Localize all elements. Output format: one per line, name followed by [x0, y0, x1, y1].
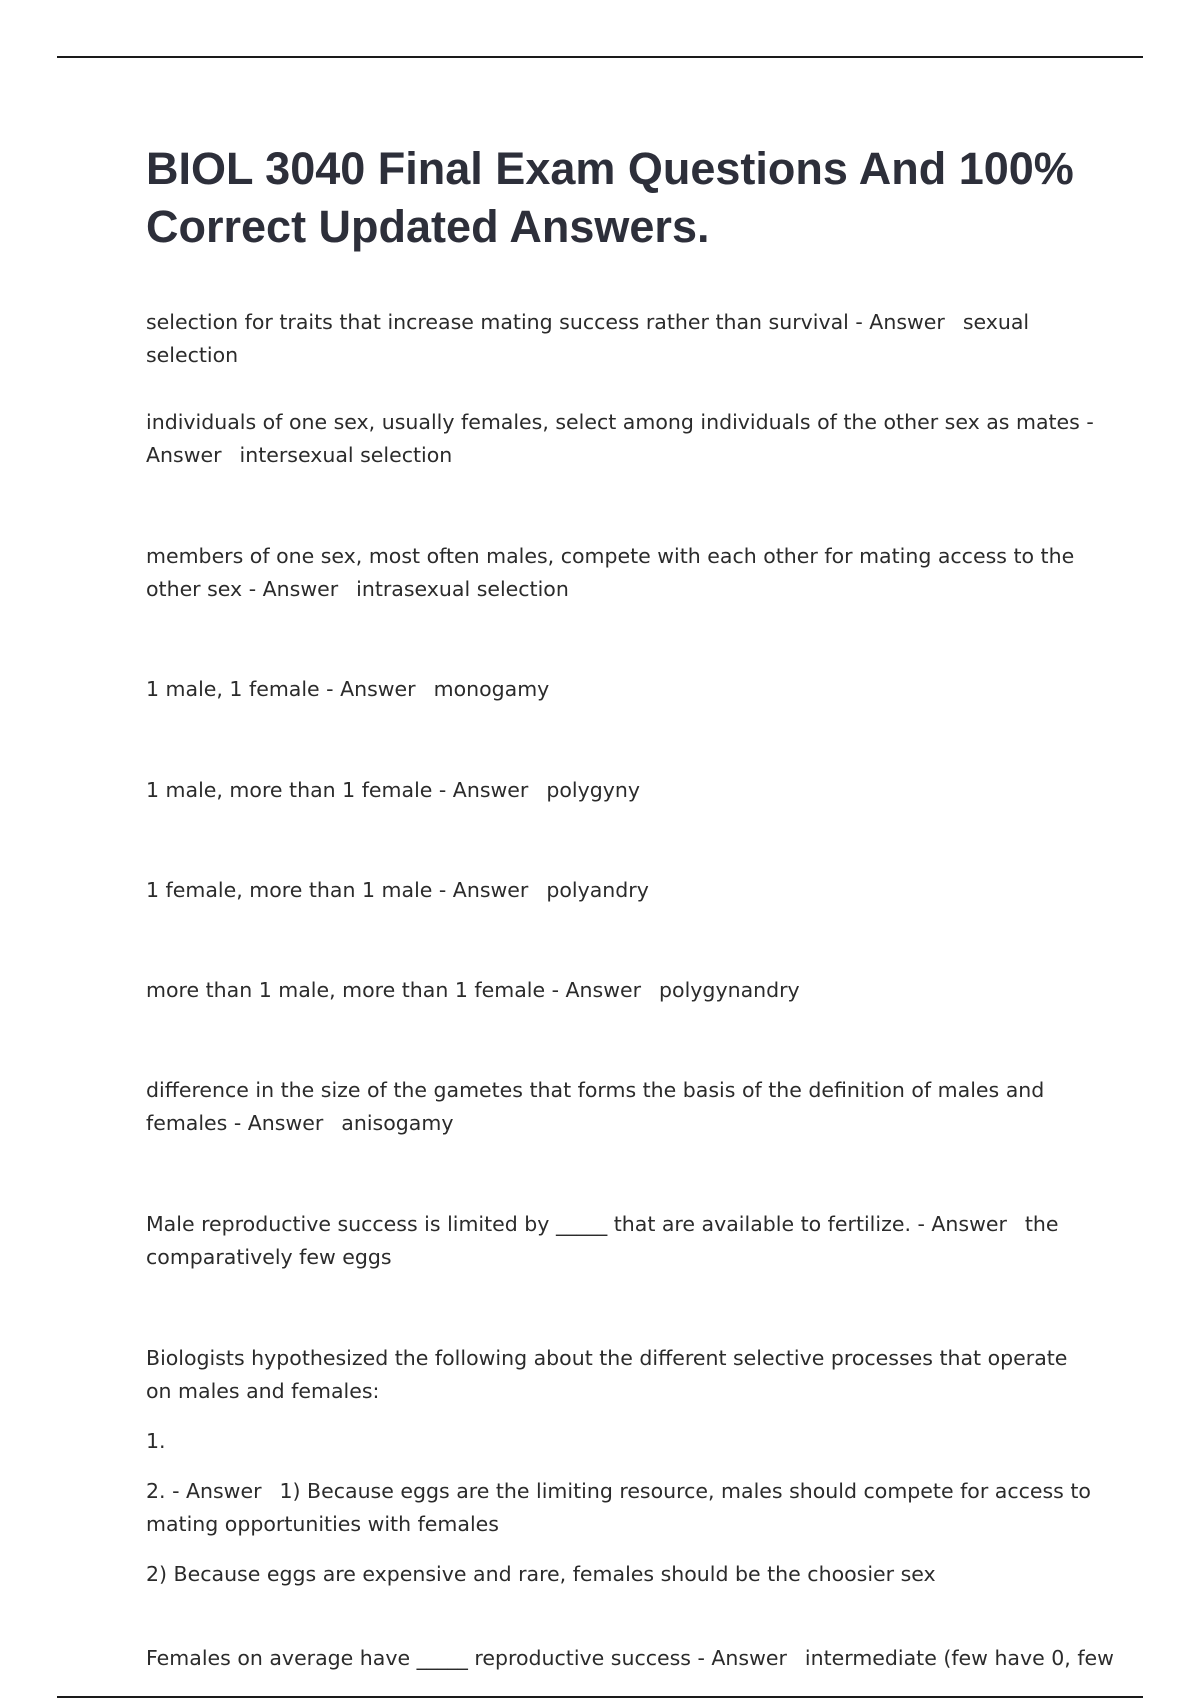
document-page [146, 140, 1114, 1670]
qa-prompt: members of one sex, most often males, compete with each other for mating access to the other sex - Answer [146, 544, 1075, 601]
qa-answer: intersexual selection [239, 443, 453, 467]
qa-answer: 2) Because eggs are expensive and rare, females should be the choosier sex [146, 1562, 936, 1586]
qa-answer-block [146, 1475, 1096, 1541]
qa-prompt: 1 male, more than 1 female - Answer [146, 778, 529, 802]
qa-answer: sexual selection [146, 310, 1030, 367]
qa-prompt: individuals of one sex, usually females, select among individuals of the other sex as mates - Answer [146, 410, 1094, 467]
qa-prompt: Male reproductive success is limited by _____ that are available to fertilize. - Answer [146, 1212, 1007, 1236]
qa-prompt: 1 male, 1 female - Answer [146, 677, 416, 701]
qa-item [146, 406, 1096, 472]
qa-item [146, 1208, 1096, 1274]
qa-multi-item [146, 1342, 1096, 1591]
qa-prompt: Biologists hypothesized the following about the different selective processes that operate on males and females: [146, 1346, 1068, 1403]
qa-prompt-list-item: 1. [146, 1429, 166, 1453]
qa-item [146, 774, 1096, 807]
document-title: BIOL 3040 Final Exam Questions And 100% Correct Updated Answers. [146, 143, 1074, 252]
qa-answer: polyandry [546, 878, 649, 902]
qa-item [146, 673, 1096, 706]
qa-answer: polygyny [546, 778, 640, 802]
qa-prompt: 1 female, more than 1 male - Answer [146, 878, 529, 902]
qa-prompt: selection for traits that increase mating success rather than survival - Answer [146, 310, 945, 334]
qa-answer: the comparatively few eggs [146, 1212, 1059, 1269]
qa-prompt: Females on average have _____ reproductive success - Answer [146, 1646, 787, 1670]
qa-item [146, 306, 1096, 372]
qa-item [146, 874, 1096, 907]
qa-prompt: difference in the size of the gametes that forms the basis of the definition of males and females - Answer [146, 1078, 1045, 1135]
qa-answer: intrasexual selection [356, 577, 569, 601]
qa-answer: polygynandry [659, 978, 800, 1002]
qa-answer: monogamy [433, 677, 550, 701]
top-rule [57, 56, 1143, 58]
qa-answer: intermediate (few have 0, few [804, 1646, 1114, 1670]
qa-item [146, 540, 1096, 606]
qa-item [146, 974, 1096, 1007]
qa-prompt-list-item: 2. - Answer [146, 1479, 262, 1503]
qa-prompt: more than 1 male, more than 1 female - Answer [146, 978, 642, 1002]
qa-answer: 1) Because eggs are the limiting resource, males should compete for access to mating opportunities with females [146, 1479, 1091, 1536]
qa-item [146, 1642, 1114, 1675]
qa-answer: anisogamy [341, 1111, 454, 1135]
bottom-rule [57, 1696, 1143, 1698]
qa-item [146, 1074, 1096, 1140]
